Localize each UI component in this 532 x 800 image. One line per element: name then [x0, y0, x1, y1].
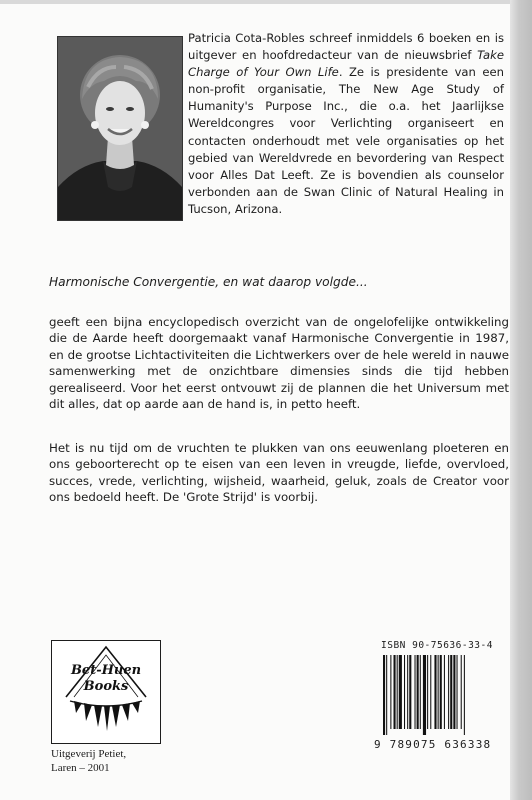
- barcode-bar: [434, 655, 436, 729]
- publisher-imprint: [51, 747, 171, 775]
- author-bio-text: Patricia Cota-Robles schreef inmiddels 6 boeken en is uitgever en hoofdredacteur van de nieuwsbrief: [188, 31, 504, 63]
- barcode-bar: [453, 655, 455, 729]
- barcode-bar: [420, 655, 421, 729]
- publisher-logo-line2: Books: [83, 679, 129, 694]
- barcode-bar: [423, 655, 426, 735]
- barcode-bar: [444, 655, 445, 729]
- barcode-bar: [438, 655, 439, 729]
- barcode-digits: 9 789075 636338: [374, 738, 492, 751]
- book-subtitle: Harmonische Convergentie, en wat daarop volgde...: [49, 275, 368, 289]
- barcode-bar: [415, 655, 416, 729]
- barcode-bar: [457, 655, 458, 729]
- barcode-bar: [394, 655, 396, 729]
- publisher-logo-line1: Bet-Huen: [70, 663, 142, 678]
- barcode-bar: [464, 655, 465, 735]
- barcode: [381, 655, 511, 735]
- book-spine-edge: [510, 0, 532, 800]
- barcode-bar: [407, 655, 408, 729]
- description-paragraph-2: Het is nu tijd om de vruchten te plukken van ons eeuwenlang ploeteren en ons geboorterecht op te eisen van een leven in vreugde, liefde, overvloed, succes, vrede, verlichting, wijsheid, waarheid, geluk, zoals de Creator voor ons bedoeld heeft. De 'Grote Strijd' is voorbij.: [49, 441, 509, 505]
- barcode-bar: [448, 655, 449, 729]
- imprint-line-2: Laren – 2001: [51, 762, 110, 774]
- barcode-bar: [399, 655, 402, 729]
- barcode-bar: [417, 655, 419, 729]
- barcode-bar: [461, 655, 462, 729]
- barcode-bar: [440, 655, 442, 729]
- barcode-bar: [427, 655, 428, 729]
- author-bio-text-continued: . Ze is presidente van een non-profit organisatie, The New Age Study of Humanity's Purpose Inc., die o.a. het Jaarlijkse Wereldcongres voor Verlichting organiseert en contacten onderhoudt met vele organisaties op het gebied van Wereldvrede en bevordering van Respect voor Alles Dat Leeft. Ze is bovendien als counselor verbonden aan de Swan Clinic of Natural Healing in Tucson, Arizona.: [188, 65, 504, 216]
- imprint-line-1: Uitgeverij Petiet,: [51, 748, 127, 760]
- newsletter-title: Take Charge of Your Own Life: [188, 48, 504, 80]
- barcode-bar: [450, 655, 452, 729]
- cover-top-edge: [0, 0, 532, 4]
- barcode-bar: [404, 655, 405, 729]
- author-photo: [57, 36, 183, 221]
- publisher-logo: [51, 640, 161, 744]
- author-bio: [188, 30, 504, 218]
- barcode-bar: [390, 655, 391, 729]
- isbn-number: ISBN 90-75636-33-4: [381, 640, 493, 651]
- barcode-bar: [409, 655, 411, 729]
- description-paragraph-1: geeft een bijna encyclopedisch overzicht van de ongelofelijke ontwikkeling die de Aarde heeft doorgemaakt vanaf Harmonische Convergentie in 1987, en de grootse Lichtactiviteiten die Lichtwerkers over de hele wereld in nauwe samenwerking met de onzichtbare dimensies sinds die tijd hebben gerealiseerd. Voor het eerst ontvouwt zij de plannen die het Universum met dit alles, dat op aarde aan de hand is, in petto heeft.: [49, 315, 509, 412]
- barcode-bar: [386, 655, 387, 735]
- barcode-bar: [430, 655, 431, 729]
- barcode-bar: [397, 655, 398, 729]
- barcode-bar: [383, 655, 385, 735]
